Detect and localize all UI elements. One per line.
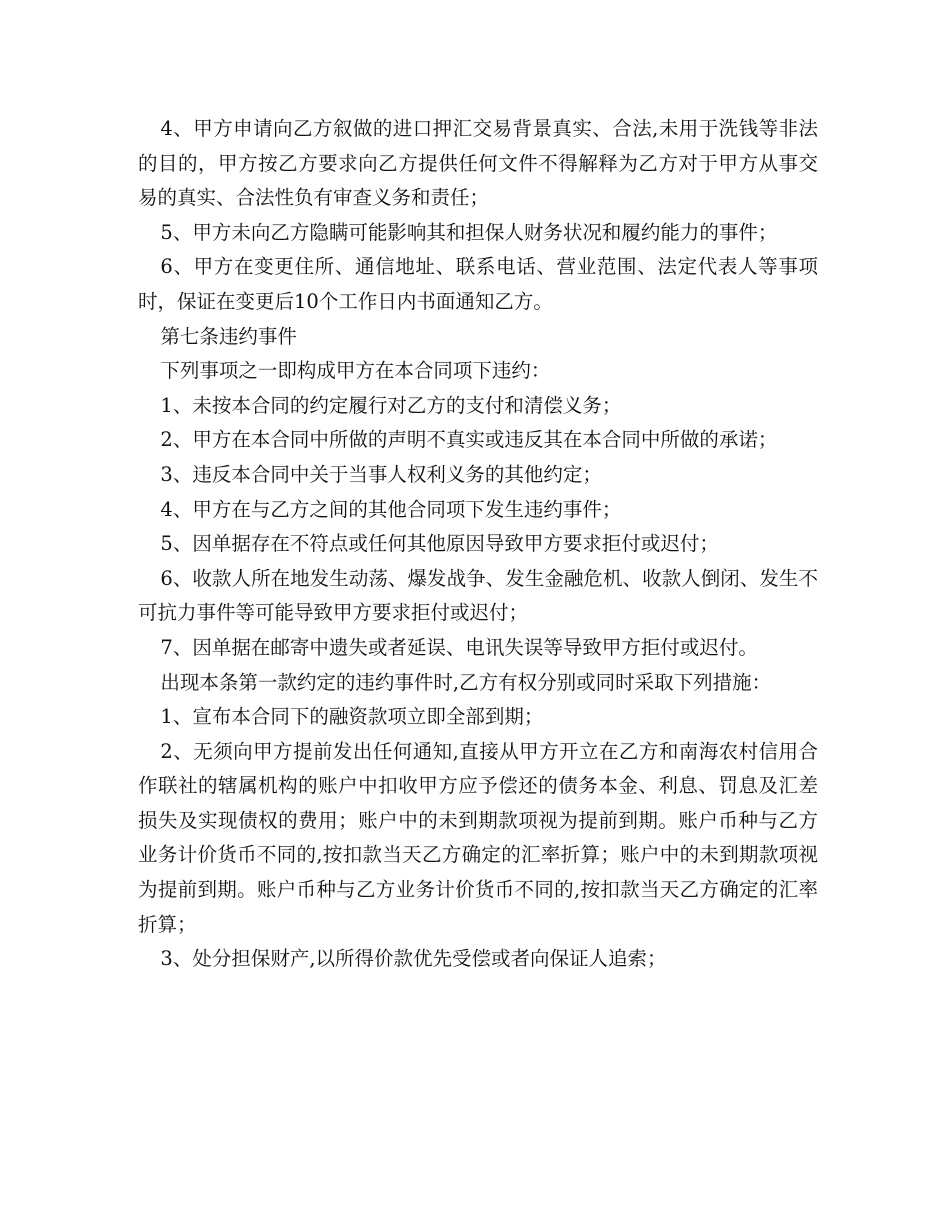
- paragraph-default-item-1: 1、未按本合同的约定履行对乙方的支付和清偿义务；: [160, 393, 622, 417]
- paragraph-clause-5-disclosure: 5、甲方未向乙方隐瞒可能影响其和担保人财务状况和履约能力的事件；: [160, 220, 778, 244]
- paragraph-default-item-3: 3、违反本合同中关于当事人权利义务的其他约定；: [160, 462, 602, 486]
- paragraph-clause-4-authenticity: 4、甲方申请向乙方叙做的进口押汇交易背景真实、合法,未用于洗钱等非法的目的，甲方按乙方要求向乙方提供任何文件不得解释为乙方对于甲方从事交易的真实、合法性负有审查义务和责任；: [138, 117, 818, 210]
- paragraph-default-item-5: 5、因单据存在不符点或任何其他原因导致甲方要求拒付或迟付；: [160, 532, 719, 556]
- document-body: [138, 112, 818, 977]
- paragraph-default-item-6: 6、收款人所在地发生动荡、爆发战争、发生金融危机、收款人倒闭、发生不可抗力事件等可能导致甲方要求拒付或迟付；: [138, 566, 818, 625]
- paragraph-remedy-item-1: 1、宣布本合同下的融资款项立即全部到期；: [160, 705, 544, 729]
- paragraph-default-item-4: 4、甲方在与乙方之间的其他合同项下发生违约事件；: [160, 497, 622, 521]
- paragraph-default-item-7: 7、因单据在邮寄中遗失或者延误、电讯失误等导致甲方拒付或迟付。: [160, 635, 758, 659]
- paragraph-remedies-intro: 出现本条第一款约定的违约事件时,乙方有权分别或同时采取下列措施：: [160, 670, 772, 694]
- section-heading-article-7: 第七条违约事件: [160, 324, 297, 348]
- paragraph-remedy-item-3: 3、处分担保财产,以所得价款优先受偿或者向保证人追索；: [160, 947, 667, 971]
- paragraph-remedy-item-2: 2、无须向甲方提前发出任何通知,直接从甲方开立在乙方和南海农村信用合作联社的辖属机构的账户中扣收甲方应予偿还的债务本金、利息、罚息及汇差损失及实现债权的费用；账户中的未到期款项视为提前到期。账户币种与乙方业务计价货币不同的,按扣款当天乙方确定的汇率折算；账户中的未到期款项视为提前到期。账户币种与乙方业务计价货币不同的,按扣款当天乙方确定的汇率折算；: [138, 739, 818, 936]
- paragraph-default-intro: 下列事项之一即构成甲方在本合同项下违约：: [160, 359, 551, 383]
- paragraph-default-item-2: 2、甲方在本合同中所做的声明不真实或违反其在本合同中所做的承诺；: [160, 428, 778, 452]
- paragraph-clause-6-notification: 6、甲方在变更住所、通信地址、联系电话、营业范围、法定代表人等事项时，保证在变更后10个工作日内书面通知乙方。: [138, 255, 818, 313]
